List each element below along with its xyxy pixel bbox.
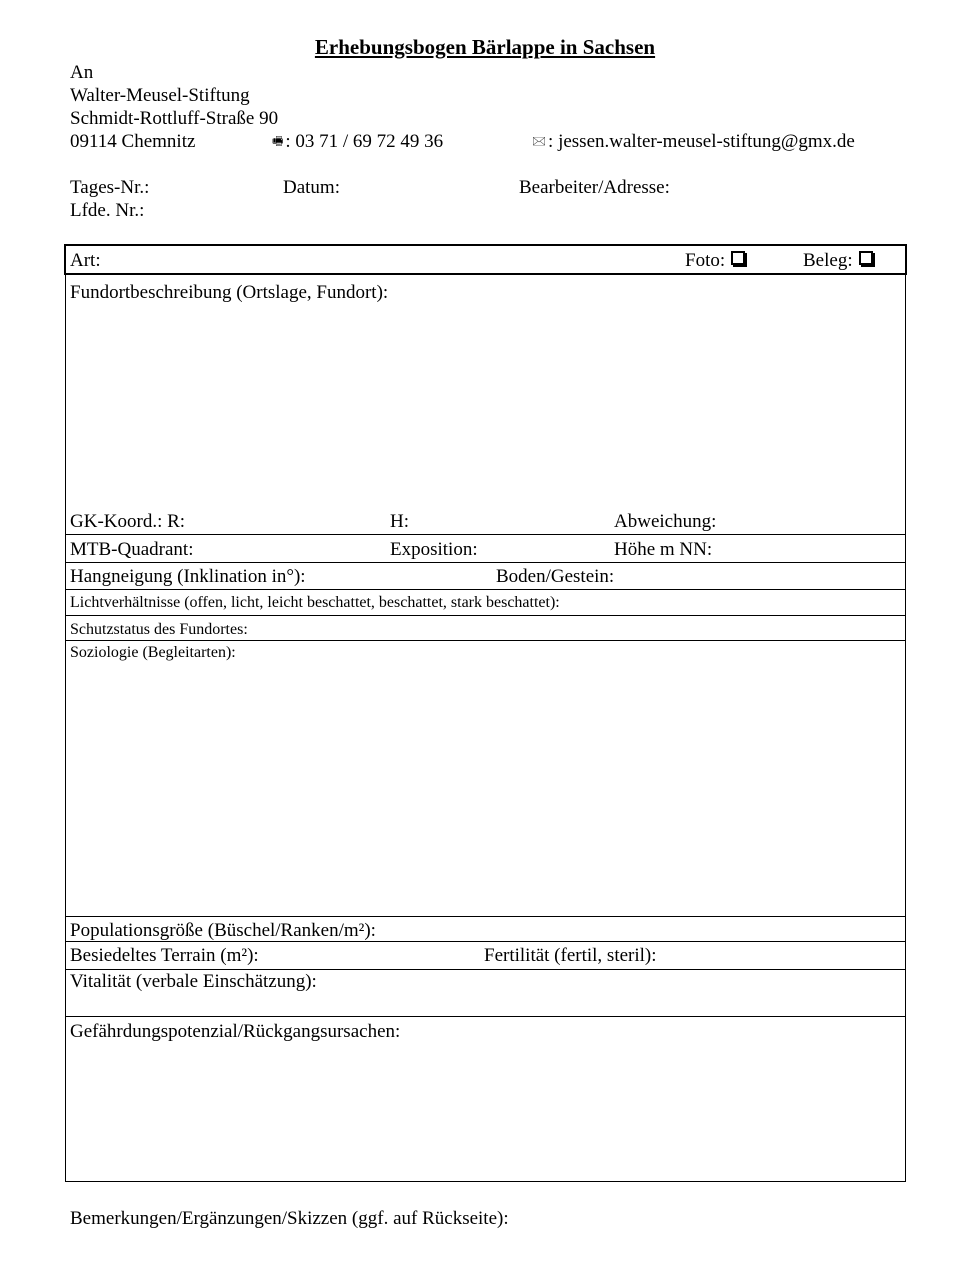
population-label: Populationsgröße (Büschel/Ranken/m²): [70,920,376,941]
fundort-label: Fundortbeschreibung (Ortslage, Fundort): [70,282,389,303]
divider [66,941,905,942]
beleg-label: Beleg: [803,250,853,271]
email-address: : jessen.walter-meusel-stiftung@gmx.de [548,131,855,152]
phone-number: : 03 71 / 69 72 49 36 [285,131,444,152]
art-row [64,244,907,275]
foto-checkbox[interactable] [731,251,745,265]
datum-label: Datum: [283,177,340,198]
form-box [65,274,906,1182]
divider [66,589,905,590]
fertilitaet-label: Fertilität (fertil, steril): [484,945,657,966]
foto-label: Foto: [685,250,726,271]
abweichung-label: Abweichung: [614,511,717,532]
tages-nr-label: Tages-Nr.: [70,177,150,198]
exposition-label: Exposition: [390,539,478,560]
fax-phone-icon: 🖷 [272,134,284,148]
address-line-street: Schmidt-Rottluff-Straße 90 [70,108,279,129]
address-line-city: 09114 Chemnitz [70,131,196,152]
address-line-foundation: Walter-Meusel-Stiftung [70,85,250,106]
hoehe-label: Höhe m NN: [614,539,713,560]
mtb-label: MTB-Quadrant: [70,539,194,560]
divider [66,1016,905,1017]
terrain-label: Besiedeltes Terrain (m²): [70,945,259,966]
divider [66,916,905,917]
licht-label: Lichtverhältnisse (offen, licht, leicht beschattet, beschattet, stark beschattet): [70,594,560,611]
lfde-nr-label: Lfde. Nr.: [70,200,145,221]
divider [66,615,905,616]
beleg-field [803,249,873,272]
mail-icon: 🖂 [532,134,547,148]
soziologie-label: Soziologie (Begleitarten): [70,644,236,661]
page-title: Erhebungsbogen Bärlappe in Sachsen [314,35,656,59]
gk-koord-label: GK-Koord.: R: [70,511,186,532]
schutz-label: Schutzstatus des Fundortes: [70,621,248,638]
phone-contact [272,130,443,155]
foto-field [685,249,745,272]
address-line-an: An [70,62,94,83]
hangneigung-label: Hangneigung (Inklination in°): [70,566,306,587]
art-label: Art: [70,250,101,271]
gefaehrdung-label: Gefährdungspotenzial/Rückgangsursachen: [70,1021,401,1042]
h-label: H: [390,511,409,532]
divider [66,562,905,563]
bemerkungen-label: Bemerkungen/Ergänzungen/Skizzen (ggf. auf Rückseite): [70,1208,509,1229]
divider [66,534,905,535]
email-contact [532,130,855,155]
beleg-checkbox[interactable] [859,251,873,265]
vitalitaet-label: Vitalität (verbale Einschätzung): [70,971,317,992]
bearbeiter-label: Bearbeiter/Adresse: [519,177,670,198]
boden-label: Boden/Gestein: [496,566,615,587]
